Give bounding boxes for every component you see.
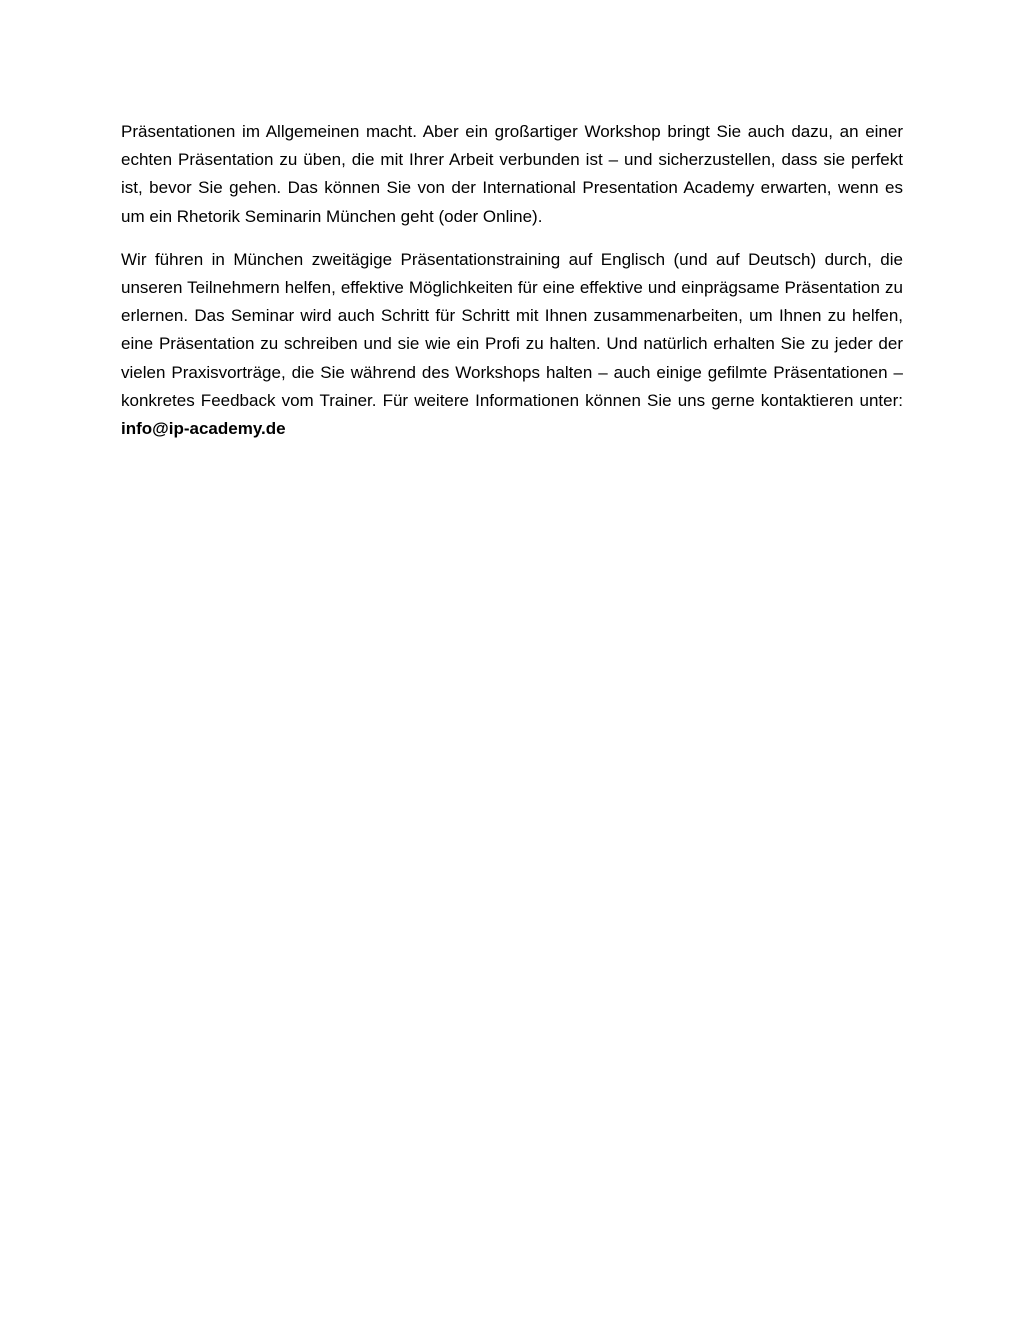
document-body <box>121 118 903 443</box>
paragraph-intro: Präsentationen im Allgemeinen macht. Aber ein großartiger Workshop bringt Sie auch dazu, an einer echten Präsentation zu üben, die mit Ihrer Arbeit verbunden ist – und sicherzustellen, dass sie perfekt ist, bevor Sie gehen. Das können Sie von der International Presentation Academy erwarten, wenn es um ein Rhetorik Seminarin München geht (oder Online). <box>121 122 903 226</box>
paragraph-seminar-details <box>121 246 903 443</box>
paragraph-seminar-text: Wir führen in München zweitägige Präsentationstraining auf Englisch (und auf Deutsch) durch, die unseren Teilnehmern helfen, effektive Möglichkeiten für eine effektive und einprägsame Präsentation zu erlernen. Das Seminar wird auch Schritt für Schritt mit Ihnen zusammenarbeiten, um Ihnen zu helfen, eine Präsentation zu schreiben und sie wie ein Profi zu halten. Und natürlich erhalten Sie zu jeder der vielen Praxisvorträge, die Sie während des Workshops halten – auch einige gefilmte Präsentationen – konkretes Feedback vom Trainer. Für weitere Informationen können Sie uns gerne kontaktieren unter: <box>121 249 903 410</box>
contact-email: info@ip-academy.de <box>121 419 286 439</box>
